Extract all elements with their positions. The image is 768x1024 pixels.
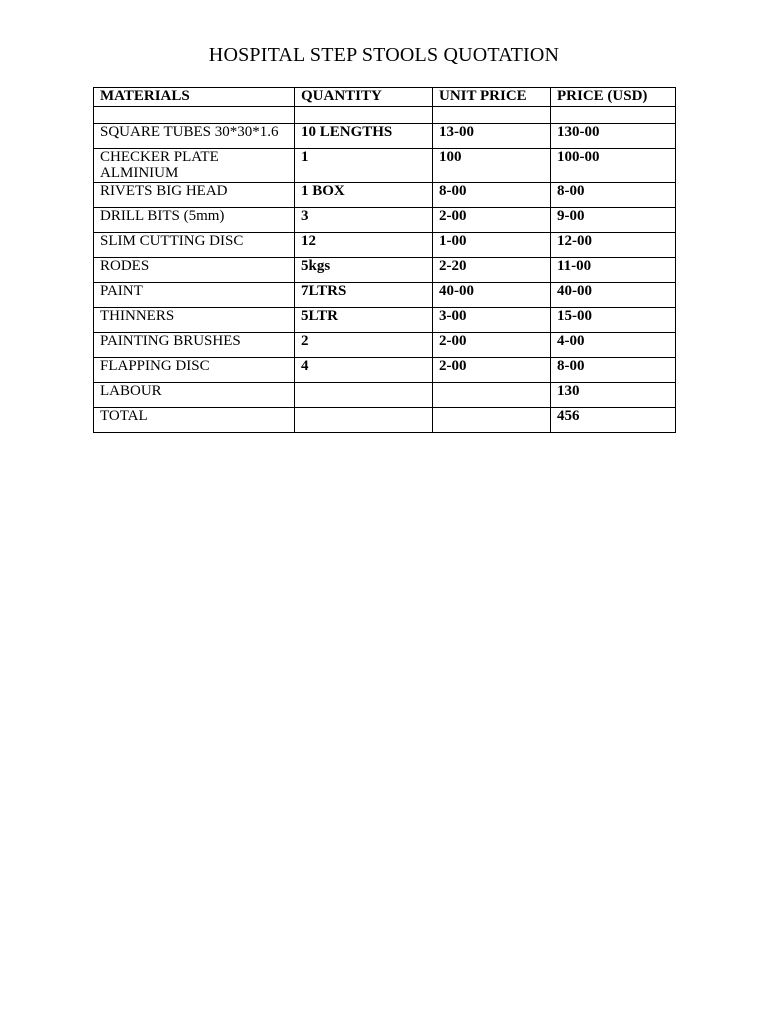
quantity-cell: 7LTRS [295,283,433,308]
price-cell: 12-00 [551,233,676,258]
unit-price-cell: 2-00 [433,208,551,233]
quantity-cell: 1 [295,149,433,183]
quantity-cell [295,383,433,408]
quantity-cell: 4 [295,358,433,383]
total-label-cell: TOTAL [94,408,295,433]
material-cell: RIVETS BIG HEAD [94,183,295,208]
quantity-cell: 1 BOX [295,183,433,208]
document-title: HOSPITAL STEP STOOLS QUOTATION [208,44,560,66]
table-row [94,333,676,358]
column-header-quantity: QUANTITY [295,88,433,107]
unit-price-cell: 1-00 [433,233,551,258]
price-cell: 100-00 [551,149,676,183]
table-row [94,283,676,308]
material-cell: DRILL BITS (5mm) [94,208,295,233]
quantity-cell: 3 [295,208,433,233]
labour-row [94,383,676,408]
column-header-materials: MATERIALS [94,88,295,107]
unit-price-cell: 8-00 [433,183,551,208]
table-row [94,358,676,383]
unit-price-cell: 2-00 [433,358,551,383]
unit-price-cell [433,408,551,433]
column-header-unit-price: UNIT PRICE [433,88,551,107]
quantity-cell: 10 LENGTHS [295,124,433,149]
table-row [94,124,676,149]
price-cell: 4-00 [551,333,676,358]
unit-price-cell [433,383,551,408]
empty-cell [551,107,676,124]
quantity-cell: 5kgs [295,258,433,283]
table-row [94,208,676,233]
unit-price-cell: 3-00 [433,308,551,333]
total-price-cell: 456 [551,408,676,433]
unit-price-cell: 2-00 [433,333,551,358]
price-cell: 130-00 [551,124,676,149]
unit-price-cell: 2-20 [433,258,551,283]
unit-price-cell: 40-00 [433,283,551,308]
price-cell: 130 [551,383,676,408]
price-cell: 40-00 [551,283,676,308]
price-cell: 8-00 [551,358,676,383]
table-header-row [94,88,676,107]
price-cell: 9-00 [551,208,676,233]
price-cell: 11-00 [551,258,676,283]
table-row [94,233,676,258]
empty-cell [295,107,433,124]
unit-price-cell: 100 [433,149,551,183]
quantity-cell [295,408,433,433]
quantity-cell: 12 [295,233,433,258]
table-row [94,149,676,183]
total-row [94,408,676,433]
price-cell: 8-00 [551,183,676,208]
material-cell: SLIM CUTTING DISC [94,233,295,258]
table-row [94,183,676,208]
table-row [94,308,676,333]
material-cell: PAINTING BRUSHES [94,333,295,358]
column-header-price: PRICE (USD) [551,88,676,107]
material-cell: FLAPPING DISC [94,358,295,383]
price-cell: 15-00 [551,308,676,333]
unit-price-cell: 13-00 [433,124,551,149]
empty-cell [433,107,551,124]
material-cell: THINNERS [94,308,295,333]
empty-cell [94,107,295,124]
material-cell: RODES [94,258,295,283]
table-row [94,258,676,283]
quantity-cell: 2 [295,333,433,358]
empty-row [94,107,676,124]
material-cell: CHECKER PLATE ALMINIUM [94,149,295,183]
material-cell: PAINT [94,283,295,308]
quantity-cell: 5LTR [295,308,433,333]
material-cell: LABOUR [94,383,295,408]
quotation-table [93,87,676,433]
material-cell: SQUARE TUBES 30*30*1.6 [94,124,295,149]
